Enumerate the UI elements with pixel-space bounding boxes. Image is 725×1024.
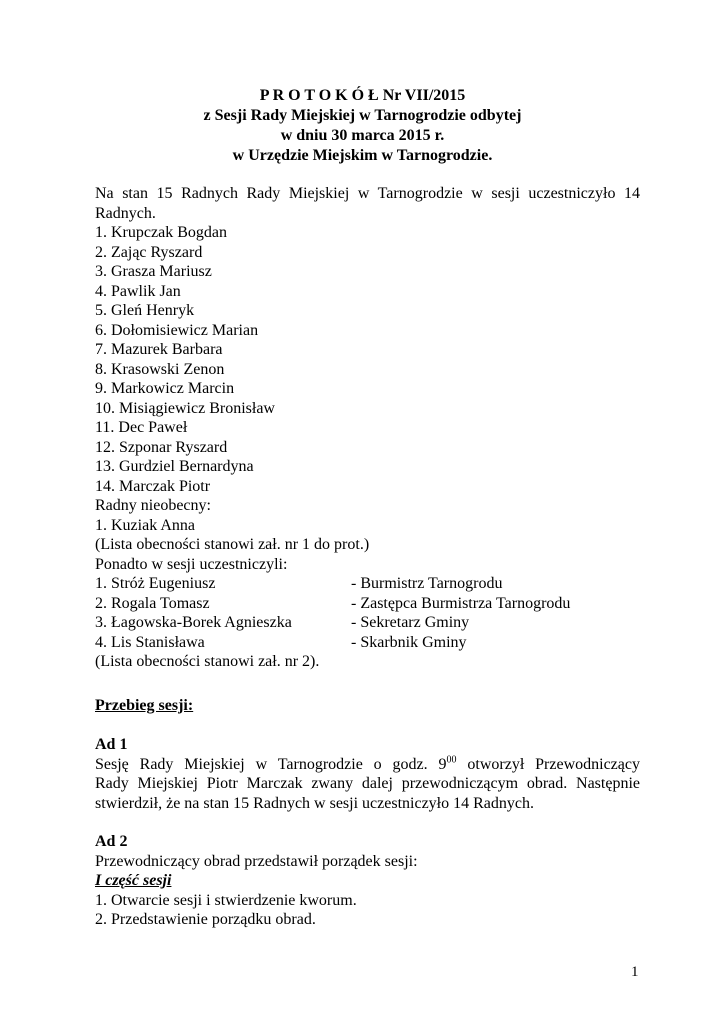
councillor-list — [95, 223, 640, 496]
list-item: 9. Markowicz Marcin — [95, 380, 235, 397]
absent-item: 1. Kuziak Anna — [95, 516, 195, 534]
intro-line-1: Na stan 15 Radnych Rady Miejskiej w Tarnogrodzie w sesji uczestniczyło 14 — [95, 185, 640, 202]
other-participant-row — [95, 574, 640, 594]
protocol-subtitle-2: w dniu 30 marca 2015 r. — [280, 127, 445, 144]
participant-role: - Zastępca Burmistrza Tarnogrodu — [351, 594, 571, 612]
list-item: 5. Gleń Henryk — [95, 302, 195, 319]
participant-role: - Sekretarz Gminy — [351, 614, 470, 631]
list-item: 14. Marczak Piotr — [95, 477, 211, 495]
ad1-line-2: Rady Miejskiej Piotr Marczak zwany dalej przewodniczącym obrad. Następnie — [95, 775, 640, 792]
other-participant-row — [95, 633, 640, 653]
session-heading: Przebieg sesji: — [95, 697, 194, 714]
list-item: 13. Gurdziel Bernardyna — [95, 458, 254, 475]
ad1-heading: Ad 1 — [95, 736, 128, 753]
ad2-line-1: Przewodniczący obrad przedstawił porządek sesji: — [95, 852, 418, 870]
session-heading-block — [95, 696, 640, 716]
other-participant-row — [95, 594, 640, 614]
list-item: 3. Grasza Mariusz — [95, 263, 212, 280]
ad2-heading: Ad 2 — [95, 833, 128, 850]
intro-line-2: Radnych. — [95, 204, 156, 222]
list-item: 4. Pawlik Jan — [95, 282, 181, 300]
attendance-section — [95, 184, 640, 672]
ad1-line-3: stwierdził, że na stan 15 Radnych w sesji uczestniczyło 14 Radnych. — [95, 794, 534, 812]
ad1-text-end: otworzył Przewodniczący — [456, 755, 640, 773]
participant-role: - Burmistrz Tarnogrodu — [351, 575, 503, 592]
ad1-line-1 — [95, 755, 640, 775]
list-item: 7. Mazurek Barbara — [95, 341, 223, 358]
list-item: 8. Krasowski Zenon — [95, 360, 225, 378]
attendance-note-1: (Lista obecności stanowi zał. nr 1 do prot.) — [95, 536, 370, 553]
participant-name: 4. Lis Stanisława — [95, 633, 205, 651]
ad1-time-superscript: 00 — [446, 754, 457, 766]
ad2-section — [95, 832, 640, 930]
agenda-item: 2. Przedstawienie porządku obrad. — [95, 911, 316, 928]
protocol-subtitle-1: z Sesji Rady Miejskiej w Tarnogrodzie odbytej — [203, 107, 522, 124]
others-list — [95, 574, 640, 652]
participant-role: - Skarbnik Gminy — [351, 633, 467, 651]
list-item: 12. Szponar Ryszard — [95, 438, 228, 456]
part-heading: I część sesji — [95, 872, 172, 889]
list-item: 11. Dec Paweł — [95, 419, 188, 436]
participant-name: 2. Rogala Tomasz — [95, 594, 210, 612]
others-label: Ponadto w sesji uczestniczyli: — [95, 555, 288, 573]
list-item: 2. Zając Ryszard — [95, 243, 203, 261]
participant-name: 3. Łagowska-Borek Agnieszka — [95, 614, 292, 631]
protocol-subtitle-3: w Urzędzie Miejskim w Tarnogrodzie. — [232, 147, 493, 164]
list-item: 6. Dołomisiewicz Marian — [95, 321, 259, 339]
page-number: 1 — [631, 964, 639, 980]
absent-label: Radny nieobecny: — [95, 497, 211, 514]
ad1-text-start: Sesję Rady Miejskiej w Tarnogrodzie o godz. 9 — [95, 755, 447, 773]
other-participant-row — [95, 613, 640, 633]
list-item: 10. Misiągiewicz Bronisław — [95, 399, 275, 417]
participant-name: 1. Stróż Eugeniusz — [95, 575, 216, 592]
protocol-title: P R O T O K Ó Ł Nr VII/2015 — [259, 87, 466, 104]
list-item: 1. Krupczak Bogdan — [95, 224, 227, 241]
agenda-item: 1. Otwarcie sesji i stwierdzenie kworum. — [95, 891, 357, 909]
attendance-note-2: (Lista obecności stanowi zał. nr 2). — [95, 653, 320, 670]
ad1-section — [95, 735, 640, 813]
